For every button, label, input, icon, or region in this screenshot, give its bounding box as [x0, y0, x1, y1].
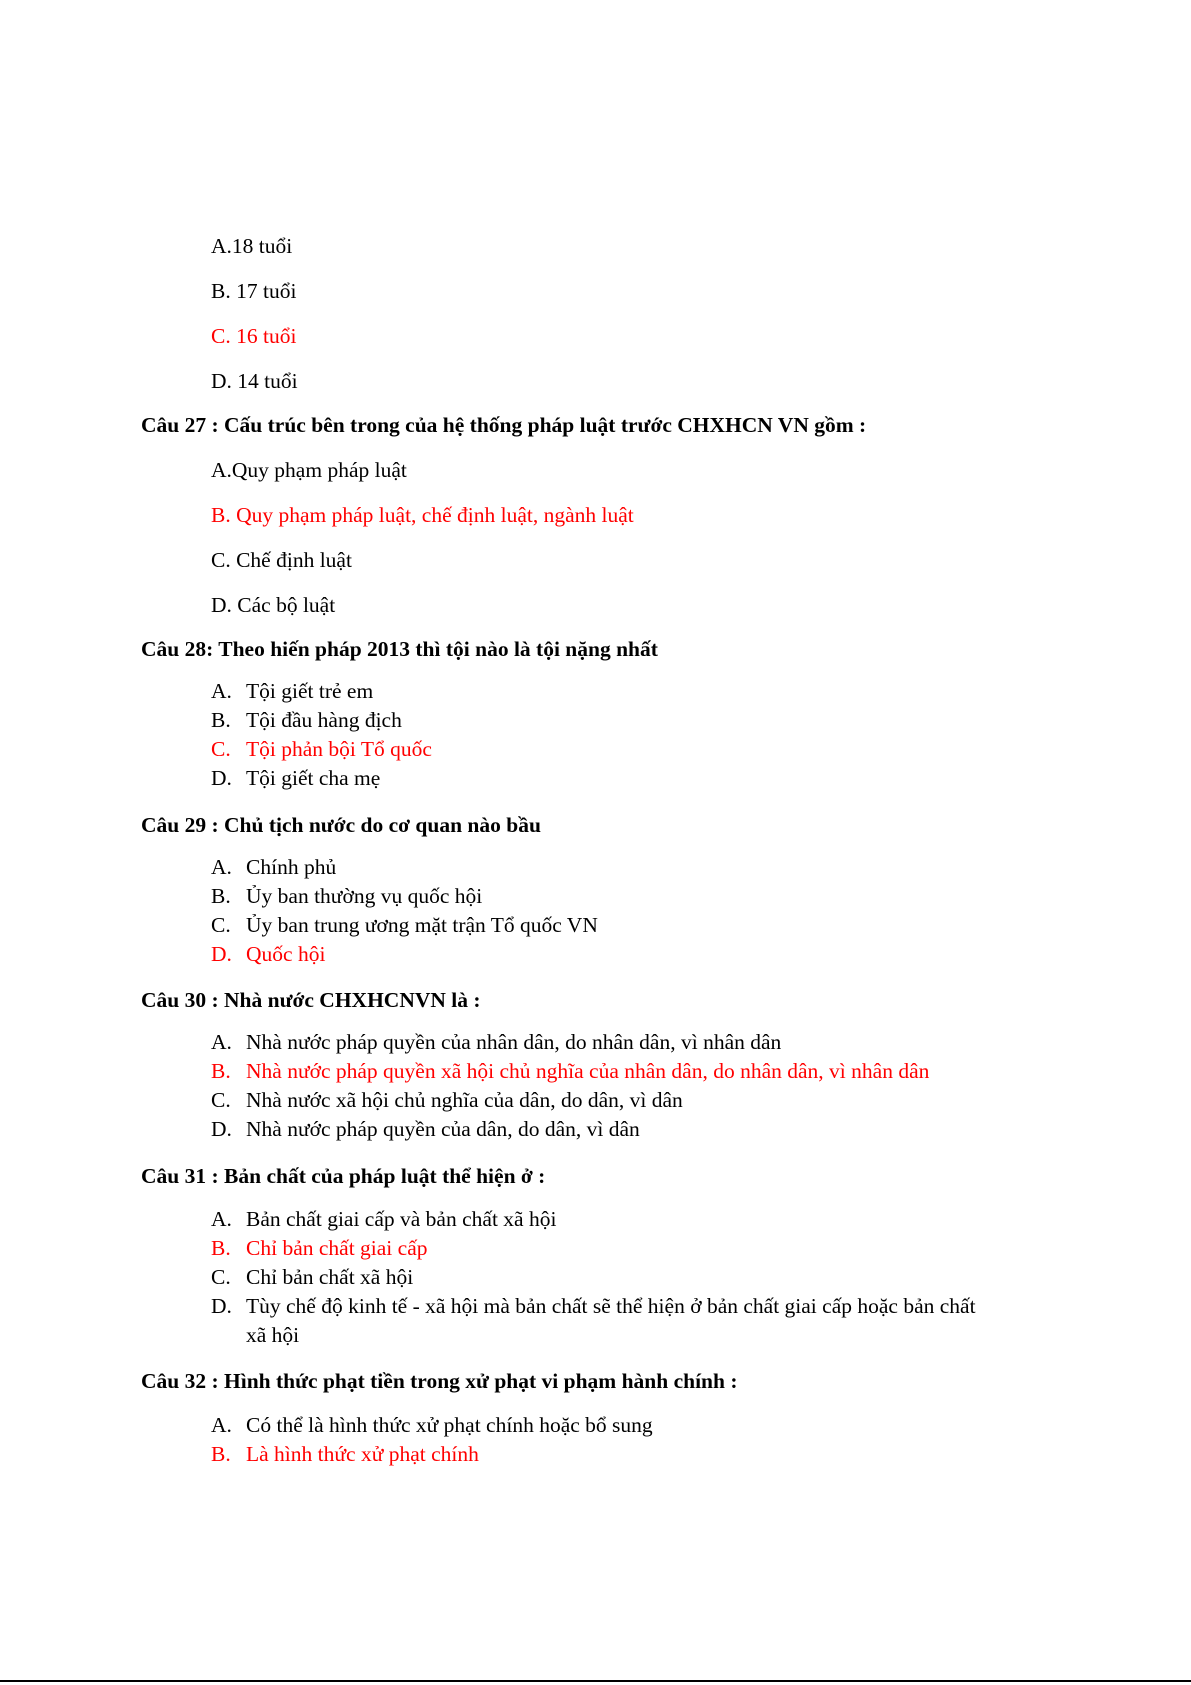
option-label: A. — [211, 1207, 232, 1231]
q32-option-a — [211, 1412, 653, 1438]
prev-option-b: B. 17 tuổi — [211, 279, 297, 303]
q29-option-a — [211, 854, 336, 880]
prev-option-c-answer: C. 16 tuổi — [211, 324, 297, 348]
q31-option-b-answer — [211, 1235, 428, 1261]
q31-option-d — [211, 1293, 976, 1319]
option-text: Nhà nước pháp quyền của dân, do dân, vì dân — [246, 1117, 640, 1141]
option-label: C. — [211, 913, 231, 937]
option-text: Tội giết cha mẹ — [246, 766, 381, 790]
page-bottom-divider — [0, 1680, 1191, 1682]
option-text: Có thể là hình thức xử phạt chính hoặc bổ sung — [246, 1413, 653, 1437]
option-label: B. — [211, 1059, 231, 1083]
q29-option-b — [211, 883, 482, 909]
option-label: D. — [211, 1117, 232, 1141]
q31-option-c — [211, 1264, 413, 1290]
q27-option-c: C. Chế định luật — [211, 548, 352, 572]
option-label: C. — [211, 1265, 231, 1289]
option-text: Nhà nước pháp quyền của nhân dân, do nhân dân, vì nhân dân — [246, 1030, 782, 1054]
question-28-title: Câu 28: Theo hiến pháp 2013 thì tội nào là tội nặng nhất — [141, 637, 658, 661]
option-label: B. — [211, 708, 231, 732]
q29-option-d-answer — [211, 941, 325, 967]
question-29-title: Câu 29 : Chủ tịch nước do cơ quan nào bầu — [141, 813, 541, 837]
option-text: Nhà nước pháp quyền xã hội chủ nghĩa của nhân dân, do nhân dân, vì nhân dân — [246, 1059, 930, 1083]
prev-option-d: D. 14 tuổi — [211, 369, 298, 393]
option-label: B. — [211, 884, 231, 908]
question-27-title: Câu 27 : Cấu trúc bên trong của hệ thống pháp luật trước CHXHCN VN gồm : — [141, 413, 867, 437]
option-label: A. — [211, 679, 232, 703]
q31-option-d-continuation: xã hội — [246, 1323, 300, 1347]
option-label: A. — [211, 855, 232, 879]
q30-option-c — [211, 1087, 683, 1113]
q31-option-a — [211, 1206, 556, 1232]
question-31-title: Câu 31 : Bản chất của pháp luật thể hiện ở : — [141, 1164, 546, 1188]
q28-option-b — [211, 707, 402, 733]
option-text: Tội giết trẻ em — [246, 679, 374, 703]
option-text: Chỉ bản chất xã hội — [246, 1265, 414, 1289]
q28-option-d — [211, 765, 380, 791]
option-text: Chính phủ — [246, 855, 337, 879]
q29-option-c — [211, 912, 598, 938]
option-text: Ủy ban thường vụ quốc hội — [246, 884, 483, 908]
option-text: Bản chất giai cấp và bản chất xã hội — [246, 1207, 557, 1231]
option-label: D. — [211, 942, 232, 966]
q30-option-a — [211, 1029, 781, 1055]
option-text: Tội phản bội Tổ quốc — [246, 737, 432, 761]
question-30-title: Câu 30 : Nhà nước CHXHCNVN là : — [141, 988, 481, 1012]
option-text: Tùy chế độ kinh tế - xã hội mà bản chất sẽ thể hiện ở bản chất giai cấp hoặc bản chất — [246, 1294, 976, 1318]
q28-option-c-answer — [211, 736, 432, 762]
option-label: C. — [211, 1088, 231, 1112]
option-label: C. — [211, 737, 231, 761]
question-32-title: Câu 32 : Hình thức phạt tiền trong xử phạt vi phạm hành chính : — [141, 1369, 738, 1393]
q30-option-b-answer — [211, 1058, 929, 1084]
option-text: Chỉ bản chất giai cấp — [246, 1236, 428, 1260]
q27-option-a: A.Quy phạm pháp luật — [211, 458, 407, 482]
q30-option-d — [211, 1116, 640, 1142]
option-label: A. — [211, 1413, 232, 1437]
q28-option-a — [211, 678, 373, 704]
option-label: D. — [211, 766, 232, 790]
q27-option-d: D. Các bộ luật — [211, 593, 336, 617]
option-label: B. — [211, 1236, 231, 1260]
option-text: Quốc hội — [246, 942, 326, 966]
option-label: A. — [211, 1030, 232, 1054]
q32-option-b-answer — [211, 1441, 479, 1467]
option-label: B. — [211, 1442, 231, 1466]
option-text: Nhà nước xã hội chủ nghĩa của dân, do dân, vì dân — [246, 1088, 683, 1112]
option-text: Là hình thức xử phạt chính — [246, 1442, 479, 1466]
option-text: Tội đầu hàng địch — [246, 708, 402, 732]
option-label: D. — [211, 1294, 232, 1318]
q27-option-b-answer: B. Quy phạm pháp luật, chế định luật, ngành luật — [211, 503, 634, 527]
option-text: Ủy ban trung ương mặt trận Tổ quốc VN — [246, 913, 598, 937]
prev-option-a: A.18 tuổi — [211, 234, 293, 258]
